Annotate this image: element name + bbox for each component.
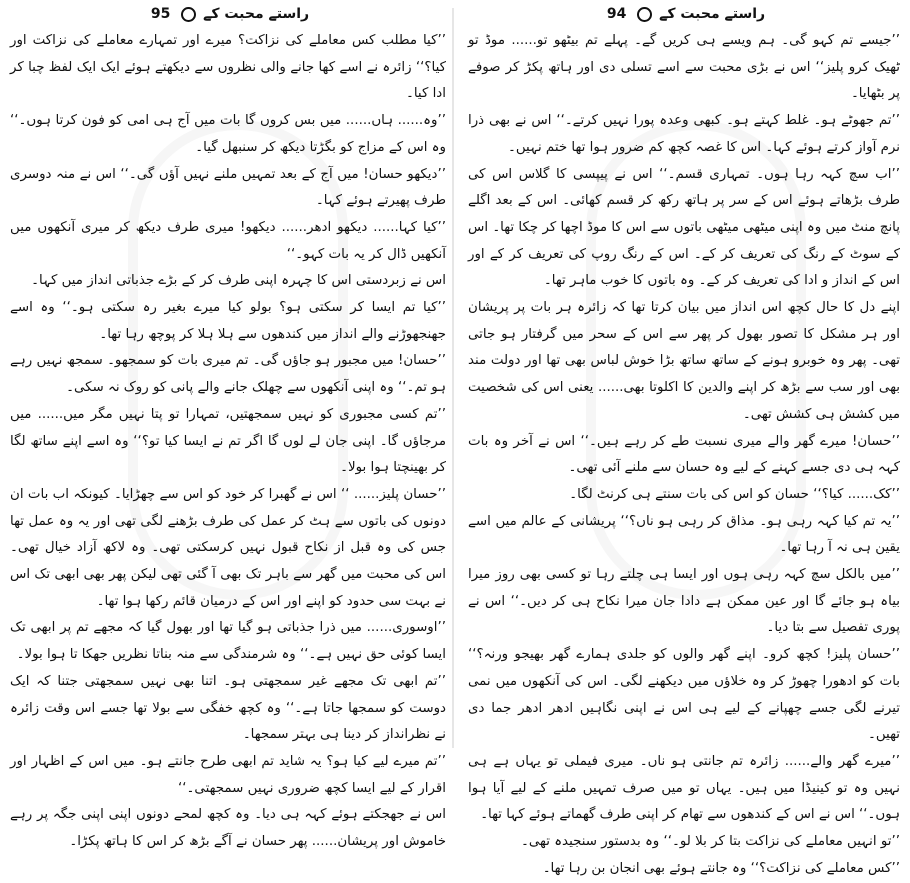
paragraph: ’’اوسوری...... میں ذرا جذباتی ہو گیا تھا اور بھول گیا کہ مجھے تم پر ابھی تک ایسا کوئی حق نہیں ہے۔‘‘ وہ شرمندگی سے منہ بناتا نظریں جھکا تا ہوا بولا۔ [10, 620, 446, 663]
paragraph: ’’حسان پلیز! کچھ کرو۔ اپنے گھر والوں کو جلدی ہمارے گھر بھیجو ورنہ؟‘‘ بات کو ادھورا چھوڑ کر وہ خلاؤں میں دیکھنے لگی۔ اس کی آنکھوں میں نمی تیرنے لگی جسے چھپانے کے لیے ہی اس نے اپنی نگاہیں ادھر ادھر جما دی تھیں۔ [468, 647, 900, 743]
paragraph: اس نے زبردستی اس کا چہرہ اپنی طرف کر کے بڑے جذباتی انداز میں کہا۔ [31, 273, 446, 289]
paragraph: ’’کیا کہا...... دیکھو ادھر...... دیکھو! میری طرف دیکھ کر میری آنکھوں میں آنکھیں ڈال کر یہ بات کہو۔‘‘ [10, 219, 446, 262]
page-number: 94 [606, 6, 627, 22]
paragraph: ’’میں بالکل سچ کہہ رہی ہوں اور ایسا ہی چلتے رہا تو کسی بھی روز میرا بیاہ ہو جائے گا اور عین ممکن ہے دادا جان میرا نکاح ہی کر دیں۔‘‘ اس نے پوری تفصیل سے بتا دیا۔ [468, 567, 900, 636]
paragraph: ’’تم کسی مجبوری کو نہیں سمجھتیں، تمہارا تو پتا نہیں مگر میں...... میں مرجاؤں گا۔ اپنی جان لے لوں گا اگر تم نے ایسا کیا تو؟‘‘ وہ اسے اپنے ساتھ لگا کر بھینچتا ہوا بولا۔ [10, 406, 446, 476]
paragraph: ’’کس معاملے کی نزاکت؟‘‘ وہ جانتے ہوئے بھی انجان بن رہا تھا۔ [542, 860, 900, 876]
page-header [8, 0, 448, 28]
page-body [466, 28, 902, 883]
paragraph: اس نے جھجکتے ہوئے کہہ ہی دیا۔ وہ کچھ لمحے دونوں اپنی اپنی جگہ پر رہے خاموش اور پریشان...... پھر حسان نے آگے بڑھ کر اس کا ہاتھ پکڑا۔ [10, 807, 446, 850]
paragraph: ’’حسان! میرے گھر والے میری نسبت طے کر رہے ہیں۔‘‘ اس نے آخر وہ بات کہہ ہی دی جسے کہنے کے لیے وہ حسان سے ملنے آئی تھی۔ [468, 433, 900, 476]
right-page [466, 0, 902, 876]
paragraph: ’’وہ...... ہاں...... میں بس کروں گا بات میں آج ہی امی کو فون کرتا ہوں۔‘‘ وہ اس کے مزاج کو بگڑتا دیکھ کر سنبھل گیا۔ [10, 113, 446, 155]
paragraph: ’’تم ابھی تک مجھے غیر سمجھتی ہو۔ اتنا بھی نہیں سمجھتی جتنا کہ ایک دوست کو سمجھا جاتا ہے۔‘‘ وہ کچھ خفگی سے بولا تھا جسے اس وقت زائرہ نے نظرانداز کر دینا ہی بہتر سمجھا۔ [10, 673, 446, 743]
page-number: 95 [150, 6, 171, 22]
paragraph: ’’اب سچ کہہ رہا ہوں۔ تمہاری قسم۔‘‘ اس نے پیپسی کا گلاس اس کی طرف بڑھاتے ہوئے اس کے سر پر ہاتھ رکھ کر قسم کھائی۔ اس کے بعد اگلے پانچ منٹ میں وہ اپنی میٹھی میٹھی باتوں سے اس کا موڈ اچھا کر چکا تھا۔ اس کے سوٹ کے رنگ کی تعریف کر کے۔ اس کے رنگ روپ کی تعریف کر کے اور اس کے انداز و ادا کی تعریف کر کے۔ وہ باتوں کا خوب ماہر تھا۔ [468, 166, 900, 289]
circle-ornament-icon [181, 7, 196, 22]
paragraph: ’’تم میرے لیے کیا ہو؟ یہ شاید تم ابھی طرح جانتے ہو۔ میں اس کے اظہار اور اقرار کے لیے ایسا کچھ ضروری نہیں سمجھتی۔‘‘ [10, 753, 446, 796]
paragraph: ’’یہ تم کیا کہہ رہی ہو۔ مذاق کر رہی ہو ناں؟‘‘ پریشانی کے عالم میں اسے یقین ہی نہ آ رہا تھا۔ [468, 513, 900, 556]
paragraph: اپنے دل کا حال کچھ اس انداز میں بیان کرتا تھا کہ زائرہ ہر بات پر پریشان اور ہر مشکل کا تصور بھول کر پھر سے اس کے سحر میں گرفتار ہو جاتی تھی۔ پھر وہ خوبرو ہونے کے ساتھ ساتھ بڑا خوش لباس بھی تھا اور دولت مند بھی اور سب سے بڑھ کر اپنے والدین کا اکلوتا بھی...... یعنی اس کی شخصیت میں کشش ہی کشش تھی۔ [468, 300, 900, 422]
book-gutter [452, 8, 454, 748]
page-body [8, 28, 448, 856]
circle-ornament-icon [637, 7, 652, 22]
paragraph: ’’تو انہیں معاملے کی نزاکت بتا کر بلا لو۔‘‘ وہ بدستور سنجیدہ تھی۔ [521, 834, 900, 850]
left-page [8, 0, 448, 850]
paragraph: ’’میرے گھر والے...... زائرہ تم جانتی ہو ناں۔ میری فیملی تو یہاں ہے ہی نہیں وہ تو کینیڈا میں ہیں۔ یہاں تو میں صرف تمہیں ملنے کے لیے آیا ہوا ہوں۔‘‘ اس نے اس کے کندھوں سے تھام کر اپنی طرف گھماتے ہوئے کہا تھا۔ [468, 753, 900, 823]
paragraph: ’’کیا تم ایسا کر سکتی ہو؟ بولو کیا میرے بغیر رہ سکتی ہو۔‘‘ وہ اسے جھنجھوڑنے والے انداز میں کندھوں سے ہلا ہلا کر پوچھ رہا تھا۔ [10, 300, 446, 342]
paragraph: ’’حسان! میں مجبور ہو جاؤں گی۔ تم میری بات کو سمجھو۔ سمجھ نہیں رہے ہو تم۔‘‘ وہ اپنی آنکھوں سے چھلک جانے والے پانی کو روک نہ سکی۔ [10, 353, 446, 396]
paragraph: ’’کک...... کیا؟‘‘ حسان کو اس کی بات سنتے ہی کرنٹ لگا۔ [569, 486, 900, 502]
paragraph: ’’کیا مطلب کس معاملے کی نزاکت؟ میرے اور تمہارے معاملے کی نزاکت اور کیا؟‘‘ زائرہ نے اسے کھا جانے والی نظروں سے دیکھتے ہوئے ایک ایک لفظ چبا کر ادا کیا۔ [10, 33, 446, 102]
paragraph: ’’تم جھوٹے ہو۔ غلط کہتے ہو۔ کبھی وعدہ پورا نہیں کرتے۔‘‘ اس نے بھی ذرا نرم آواز کرتے ہوئے کہا۔ اس کا غصہ کچھ کم ضرور ہوا تھا ختم نہیں۔ [468, 113, 900, 155]
paragraph: ’’جیسے تم کہو گی۔ ہم ویسے ہی کریں گے۔ پہلے تم بیٹھو تو...... موڈ تو ٹھیک کرو پلیز‘‘ اس نے بڑی محبت سے اسے تسلی دی اور ہاتھ پکڑ کر صوفے پر بٹھایا۔ [468, 33, 900, 102]
page-header [466, 0, 902, 28]
running-title: راستے محبت کے [659, 6, 766, 22]
running-title: راستے محبت کے [203, 6, 310, 22]
paragraph: ’’دیکھو حسان! میں آج کے بعد تمہیں ملنے نہیں آؤں گی۔‘‘ اس نے منہ دوسری طرف پھیرتے ہوئے کہا۔ [10, 166, 446, 209]
paragraph: ’’حسان پلیز...... ‘‘ اس نے گھبرا کر خود کو اس سے چھڑایا۔ کیونکہ اب بات ان دونوں کی باتوں سے ہٹ کر عمل کی طرف بڑھنے لگی تھی اور یہ وہ عمل تھا جس کی وہ قبل از نکاح قبول نہیں کرسکتی تھی۔ وہ لاکھ آزاد خیال تھی۔ اس کی محبت میں گھر سے باہر تک بھی آ گئی تھی لیکن پھر بھی ابھی تک اس نے بہت سی حدود کو اپنے اور اس کے درمیان قائم رکھا ہوا تھا۔ [10, 486, 446, 609]
